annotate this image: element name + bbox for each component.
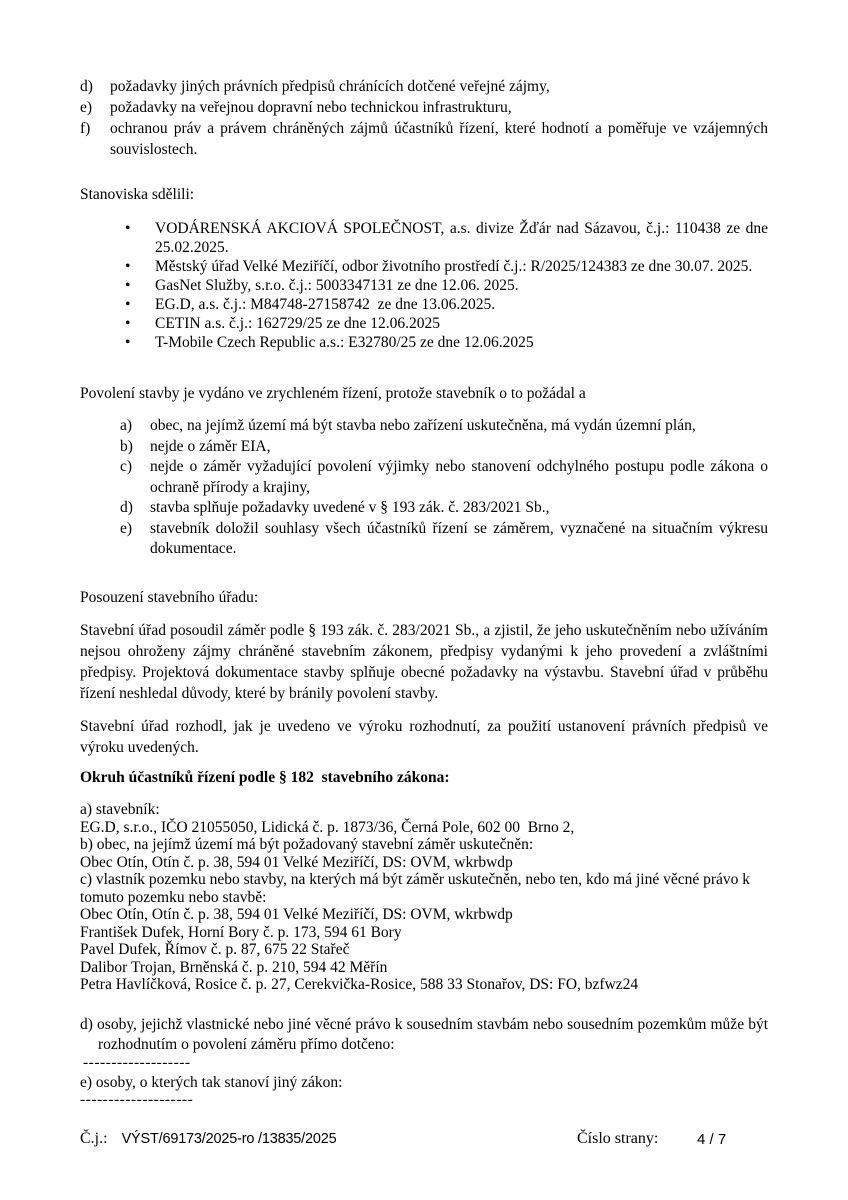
list-item <box>80 519 768 560</box>
section-osoby <box>80 1015 768 1108</box>
list-item-label: a) <box>120 417 133 434</box>
bullet-item <box>80 257 768 276</box>
reference-number-value: VÝST/69173/2025-ro /13835/2025 <box>121 1131 337 1147</box>
participant-line: EG.D, s.r.o., IČO 21055050, Lidická č. p. 1873/36, Černá Pole, 602 00 Brno 2, <box>80 818 575 836</box>
osoby-e-text: e) osoby, o kterých tak stanoví jiný zákon: <box>80 1074 343 1091</box>
page-footer <box>80 1130 768 1156</box>
bullet-icon: • <box>125 220 131 237</box>
bullet-item-text: VODÁRENSKÁ AKCIOVÁ SPOLEČNOST, a.s. divize Žďár nad Sázavou, č.j.: 110438 ze dne 25.02.2025. <box>155 220 768 256</box>
list-item <box>80 97 768 118</box>
bullet-icon: • <box>125 334 131 351</box>
bullet-icon: • <box>125 277 131 294</box>
placeholder-dashes: ------------------- <box>83 1054 191 1071</box>
list-item-label: d) <box>120 499 133 516</box>
participant-line: Petra Havlíčková, Rosice č. p. 27, Cerekvička-Rosice, 588 33 Stonařov, DS: FO, bzfwz24 <box>80 976 639 993</box>
section-stanoviska-heading <box>80 184 768 205</box>
participant-line: František Dufek, Horní Bory č. p. 173, 594 61 Bory <box>80 923 402 941</box>
list-item-text: požadavky na veřejnou dopravní nebo technickou infrastrukturu, <box>110 99 512 116</box>
section-posouzeni-para2 <box>80 716 768 758</box>
participant-line: a) stavebník: <box>80 801 160 818</box>
section-povoleni-intro <box>80 383 768 404</box>
list-item-label: c) <box>120 458 133 475</box>
bullet-item-text: Městský úřad Velké Meziříčí, odbor životního prostředí č.j.: R/2025/124383 ze dne 30.07. 2025. <box>155 258 753 275</box>
list-item <box>80 457 768 498</box>
participant-line: Pavel Dufek, Římov č. p. 87, 675 22 Stařeč <box>80 941 350 958</box>
povoleni-intro: Povolení stavby je vydáno ve zrychleném řízení, protože stavebník o to požádal a <box>80 385 586 402</box>
section-posouzeni-heading <box>80 587 768 608</box>
list-item-label: d) <box>80 78 93 95</box>
section-povoleni-list <box>80 416 768 560</box>
bullet-item-text: GasNet Služby, s.r.o. č.j.: 5003347131 ze dne 12.06. 2025. <box>155 277 519 294</box>
list-item-label: e) <box>120 519 133 537</box>
reference-number-label: Č.j.: <box>80 1130 108 1147</box>
bullet-item-text: CETIN a.s. č.j.: 162729/25 ze dne 12.06.2025 <box>155 315 440 332</box>
posouzeni-paragraph: Stavební úřad rozhodl, jak je uvedeno ve výroku rozhodnutí, za použití ustanovení právních předpisů ve výroku uvedených. <box>80 718 768 756</box>
osoby-d-text: d) osoby, jejichž vlastnické nebo jiné věcné právo k sousedním stavbám nebo sousedním pozemkům může být rozhodnutím o povolení záměru přímo dotčeno: <box>80 1016 768 1053</box>
bullet-item-text: T-Mobile Czech Republic a.s.: E32780/25 ze dne 12.06.2025 <box>155 334 534 351</box>
section-posouzeni-para1 <box>80 620 768 704</box>
list-item-label: b) <box>120 437 133 455</box>
participant-line: Obec Otín, Otín č. p. 38, 594 01 Velké Meziříčí, DS: OVM, wkrbwdp <box>80 853 513 871</box>
bullet-item-text: EG.D, a.s. č.j.: M84748-27158742 ze dne 13.06.2025. <box>155 296 496 313</box>
list-item <box>80 416 768 437</box>
page-number-value: 4 / 7 <box>697 1131 727 1148</box>
section-criteria-list <box>80 76 768 160</box>
list-item <box>80 76 768 97</box>
list-item-text: stavebník doložil souhlasy všech účastníků řízení se záměrem, vyznačené na situačním výkresu dokumentace. <box>150 519 768 557</box>
bullet-item <box>80 314 768 333</box>
page-number-label: Číslo strany: <box>577 1130 659 1147</box>
list-item-text: stavba splňuje požadavky uvedené v § 193 zák. č. 283/2021 Sb., <box>150 499 550 516</box>
bullet-item <box>80 295 768 314</box>
list-item <box>80 437 768 458</box>
stanoviska-heading: Stanoviska sdělili: <box>80 186 195 203</box>
bullet-item <box>80 276 768 295</box>
list-item-text: požadavky jiných právních předpisů chránících dotčené veřejné zájmy, <box>110 78 550 95</box>
list-item <box>80 118 768 160</box>
participant-line: Obec Otín, Otín č. p. 38, 594 01 Velké Meziříčí, DS: OVM, wkrbwdp <box>80 906 513 923</box>
list-item-text: nejde o záměr vyžadující povolení výjimky nebo stanovení odchylného postupu podle zákona o ochraně přírody a krajiny, <box>150 458 768 496</box>
participant-line: b) obec, na jejímž území má být požadovaný stavební záměr uskutečněn: <box>80 836 534 853</box>
bullet-item <box>80 219 768 257</box>
placeholder-dashes: -------------------- <box>80 1091 194 1108</box>
list-item-label: e) <box>80 99 93 116</box>
bullet-icon: • <box>125 315 131 332</box>
participant-line: c) vlastník pozemku nebo stavby, na kterých má být záměr uskutečněn, nebo ten, kdo má jiné věcné právo k tomuto pozemku nebo stavbě: <box>80 871 751 906</box>
section-okruh-heading <box>80 767 768 788</box>
posouzeni-heading: Posouzení stavebního úřadu: <box>80 589 259 606</box>
section-okruh-participants <box>80 801 768 994</box>
posouzeni-paragraph: Stavební úřad posoudil záměr podle § 193 zák. č. 283/2021 Sb., a zjistil, že jeho uskutečněním nebo užíváním nejsou ohroženy zájmy chráněné stavebním zákonem, předpisy vydanými k jeho provedení a zvláštními předpisy. Projektová dokumentace stavby splňuje obecné požadavky na výstavbu. Stavební úřad v průběhu řízení neshledal důvody, které by bránily povolení stavby. <box>80 622 768 702</box>
list-item-text: obec, na jejímž území má být stavba nebo zařízení uskutečněna, má vydán územní plán, <box>150 417 696 434</box>
participant-line: Dalibor Trojan, Brněnská č. p. 210, 594 42 Měřín <box>80 958 388 976</box>
okruh-heading: Okruh účastníků řízení podle § 182 stavebního zákona: <box>80 769 450 786</box>
list-item-text: nejde o záměr EIA, <box>150 437 271 455</box>
list-item-label: f) <box>80 120 91 137</box>
section-stanoviska-list <box>80 219 768 352</box>
bullet-icon: • <box>125 258 131 275</box>
list-item-text: ochranou práv a právem chráněných zájmů účastníků řízení, které hodnotí a poměřuje ve vzájemných souvislostech. <box>110 120 768 158</box>
bullet-icon: • <box>125 296 131 313</box>
list-item <box>80 498 768 519</box>
bullet-item <box>80 333 768 352</box>
